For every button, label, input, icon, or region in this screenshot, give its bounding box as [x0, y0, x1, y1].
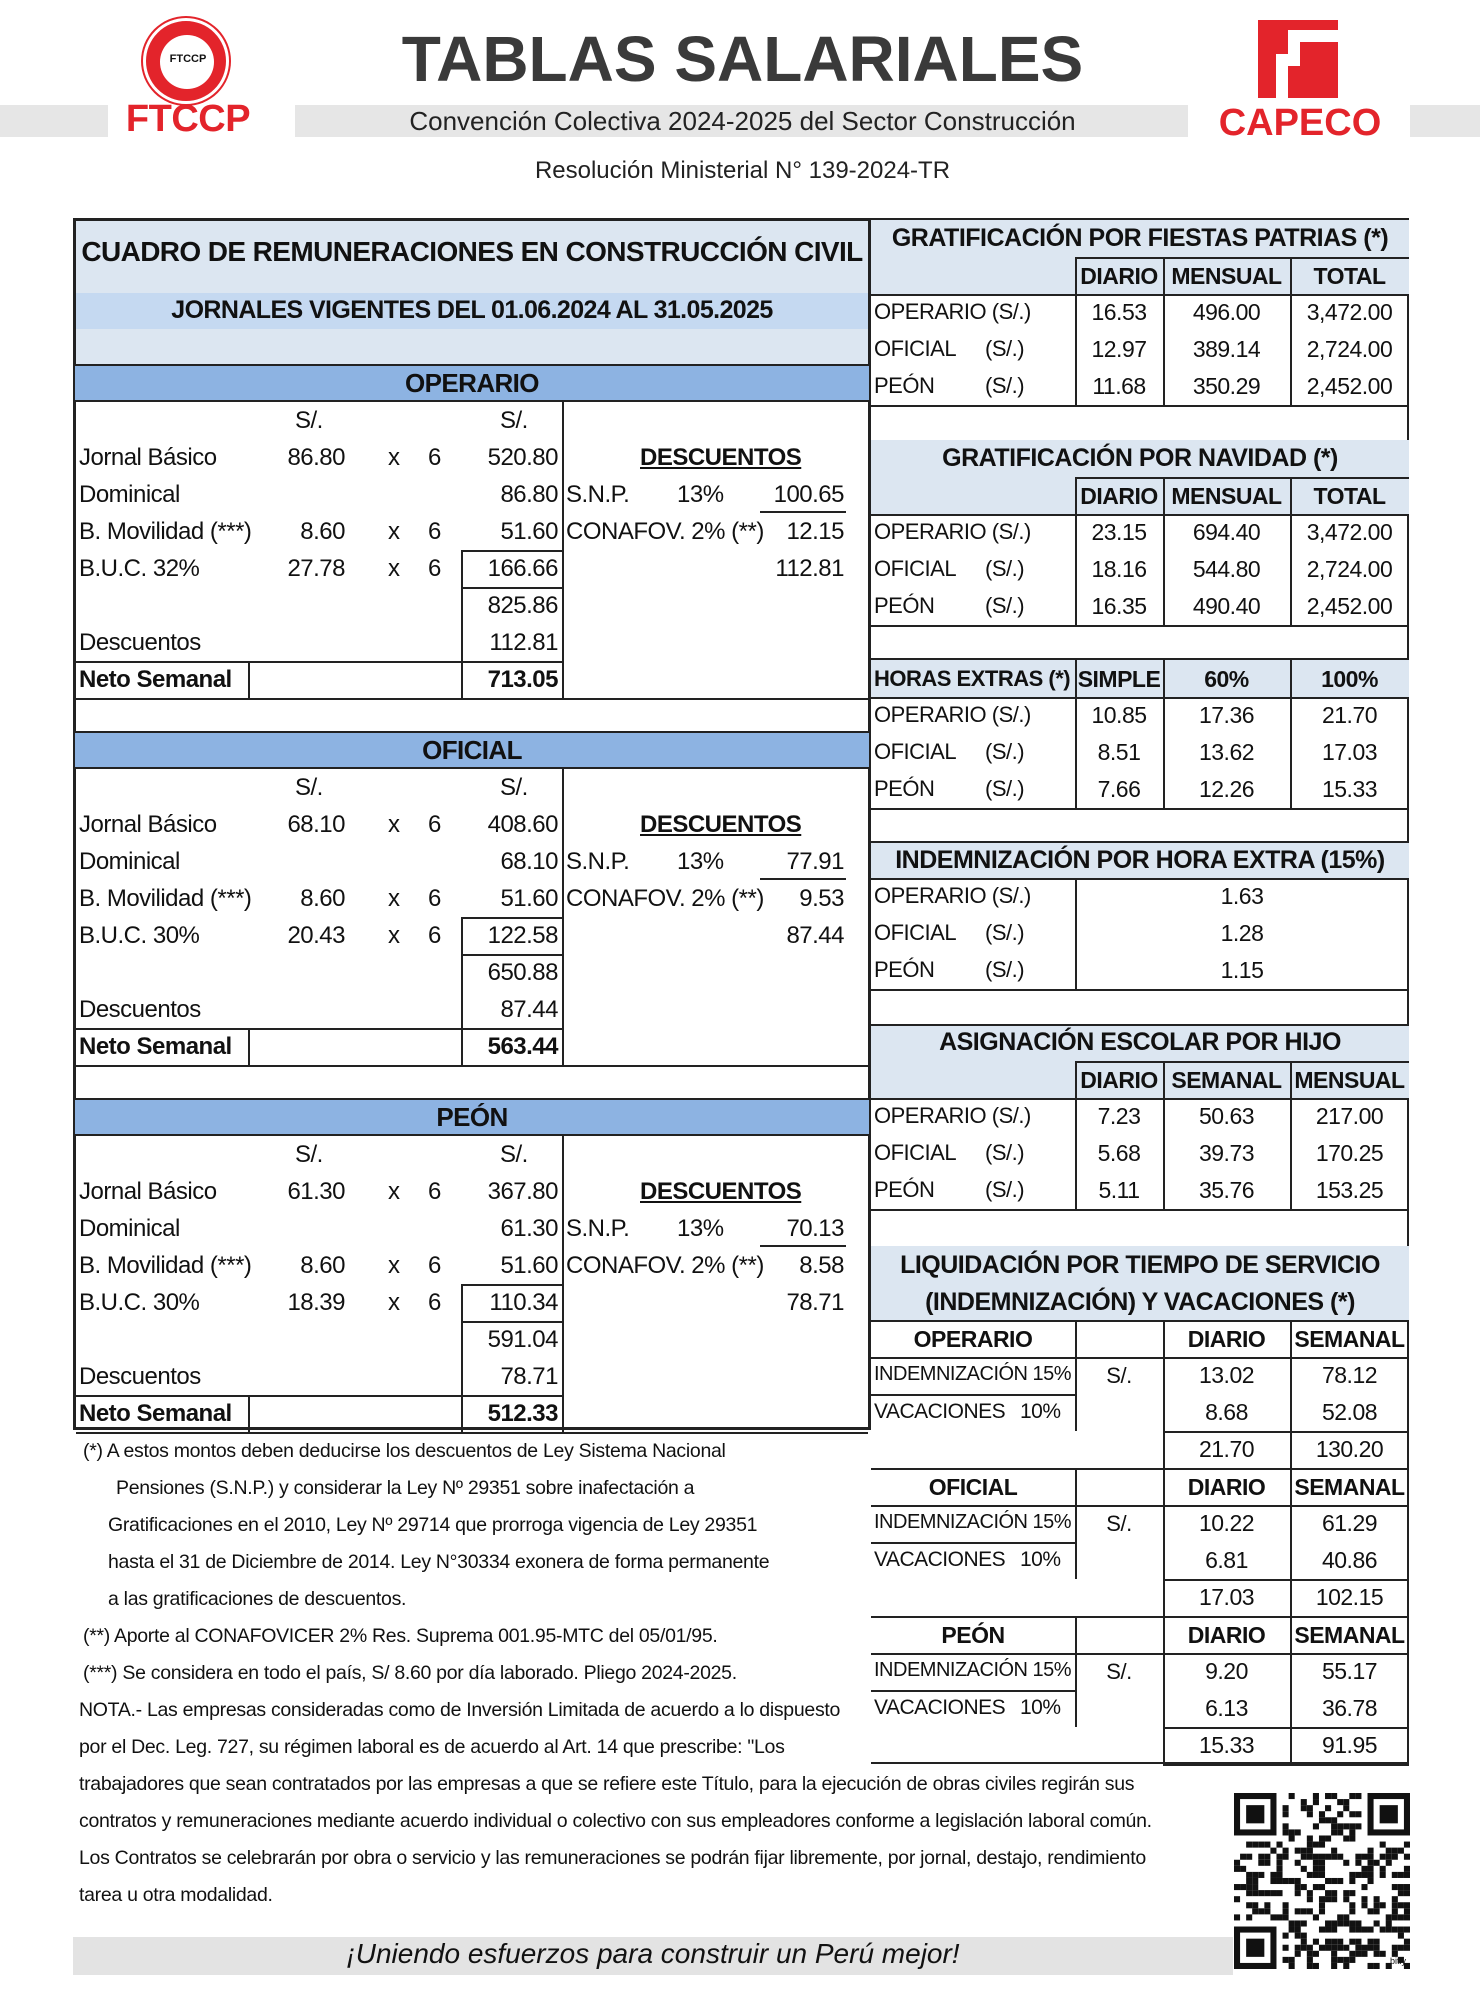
table-value: 15.33	[1321, 776, 1378, 802]
unit-label: (S/.)	[985, 1140, 1025, 1165]
neto-label: Neto Semanal	[79, 1033, 232, 1060]
conafov-value: 8.58	[799, 1252, 844, 1279]
table-value: 694.40	[1192, 519, 1261, 545]
descuentos-title: DESCUENTOS	[640, 1178, 802, 1205]
vac-label: VACACIONES	[874, 1548, 1006, 1571]
table-value: 10.85	[1091, 702, 1147, 728]
neto-value: 563.44	[487, 1033, 558, 1060]
table-value: 16.35	[1091, 593, 1147, 619]
total-value: 87.44	[500, 996, 558, 1023]
total-value: 51.60	[500, 1252, 558, 1279]
times-symbol: x	[388, 555, 400, 582]
daily-value: 68.10	[287, 811, 345, 838]
category-label: PEÓN	[874, 1177, 935, 1202]
column-header: DIARIO	[1187, 1474, 1266, 1500]
footer-slogan: ¡Uniendo esfuerzos para construir un Perú mejor!	[346, 1938, 960, 1969]
times-symbol: x	[388, 444, 400, 471]
currency-header: S/.	[295, 1141, 323, 1168]
table-value: 6.13	[1205, 1695, 1248, 1721]
table-total: 130.20	[1315, 1436, 1384, 1462]
table-total: 102.15	[1315, 1584, 1384, 1610]
days-value: 6	[428, 444, 441, 471]
currency-header: S/.	[500, 1141, 528, 1168]
category-label: PEÓN	[874, 373, 935, 398]
column-header: DIARIO	[1080, 263, 1158, 289]
column-header: TOTAL	[1313, 263, 1386, 289]
conafov-value: 9.53	[799, 885, 844, 912]
descuentos-label: Descuentos	[79, 629, 201, 656]
descuentos-title: DESCUENTOS	[640, 444, 802, 471]
days-value: 6	[428, 1178, 441, 1205]
table-value: 40.86	[1321, 1547, 1378, 1573]
column-header: MENSUAL	[1171, 263, 1282, 289]
table-value: 36.78	[1321, 1695, 1378, 1721]
daily-value: 61.30	[287, 1178, 345, 1205]
category-label: OFICIAL	[874, 1140, 957, 1165]
days-value: 6	[428, 555, 441, 582]
table-value: 1.28	[1220, 920, 1264, 946]
note-line: trabajadores que sean contratados por las empresas a que se refiere este Título, para la ejecución de obras civiles regirán sus	[79, 1773, 1135, 1795]
days-value: 6	[428, 518, 441, 545]
period-title: JORNALES VIGENTES DEL 01.06.2024 AL 31.05.2025	[171, 296, 773, 324]
neto-label: Neto Semanal	[79, 1400, 232, 1427]
category-label: OPERARIO (S/.)	[874, 519, 1031, 544]
column-header: SIMPLE	[1077, 666, 1161, 692]
times-symbol: x	[388, 811, 400, 838]
note-line: por el Dec. Leg. 727, su régimen laboral es de acuerdo al Art. 14 que prescribe: "Los	[79, 1736, 785, 1758]
table-title: INDEMNIZACIÓN POR HORA EXTRA (15%)	[895, 846, 1385, 874]
column-header: 100%	[1321, 666, 1378, 692]
table-title: GRATIFICACIÓN POR NAVIDAD (*)	[942, 444, 1338, 472]
column-header: MENSUAL	[1171, 483, 1282, 509]
jornal-label: Jornal Básico	[79, 1178, 217, 1205]
group-title: PEÓN	[941, 1622, 1005, 1648]
table-value: 8.68	[1205, 1399, 1248, 1425]
column-header: DIARIO	[1187, 1326, 1266, 1352]
indem-label: INDEMNIZACIÓN 15%	[874, 1363, 1072, 1385]
category-label: PEÓN	[874, 593, 935, 618]
movilidad-label: B. Movilidad (***)	[79, 885, 252, 912]
total-value: 367.80	[487, 1178, 558, 1205]
category-label: OFICIAL	[874, 556, 957, 581]
table-value: 544.80	[1192, 556, 1261, 582]
vac-label: VACACIONES	[874, 1400, 1006, 1423]
total-value: 112.81	[489, 629, 558, 656]
left-panel-title: CUADRO DE REMUNERACIONES EN CONSTRUCCIÓN CIVIL	[81, 236, 863, 267]
table-title: GRATIFICACIÓN POR FIESTAS PATRIAS (*)	[891, 224, 1389, 252]
currency-label: S/.	[1106, 1363, 1132, 1388]
daily-value: 8.60	[300, 518, 345, 545]
times-symbol: x	[388, 1178, 400, 1205]
note-line: Los Contratos se celebrarán por obra o servicio y las remuneraciones se podrán fijar libremente, por jornal, destajo, rendimiento	[79, 1847, 1146, 1869]
currency-header: S/.	[500, 774, 528, 801]
category-label: OPERARIO (S/.)	[874, 299, 1031, 324]
dominical-label: Dominical	[79, 1215, 180, 1242]
times-symbol: x	[388, 885, 400, 912]
daily-value: 8.60	[300, 1252, 345, 1279]
table-value: 153.25	[1315, 1177, 1384, 1203]
table-value: 7.66	[1097, 776, 1141, 802]
currency-header: S/.	[295, 407, 323, 434]
resolution-text: Resolución Ministerial N° 139-2024-TR	[534, 157, 951, 184]
ftccp-seal-text: FTCCP	[169, 53, 207, 65]
days-value: 6	[428, 922, 441, 949]
category-label: OFICIAL	[874, 336, 957, 361]
table-title: ASIGNACIÓN ESCOLAR POR HIJO	[939, 1028, 1341, 1056]
column-header: SEMANAL	[1294, 1326, 1405, 1352]
currency-label: S/.	[1106, 1659, 1132, 1684]
section-title: OPERARIO	[405, 368, 539, 398]
snp-label: S.N.P.	[566, 481, 630, 508]
buc-label: B.U.C. 30%	[79, 922, 200, 949]
times-symbol: x	[388, 922, 400, 949]
total-value: 166.66	[487, 555, 558, 582]
snp-pct: 13%	[677, 481, 724, 508]
neto-label: Neto Semanal	[79, 666, 232, 693]
times-symbol: x	[388, 1289, 400, 1316]
vac-pct: 10%	[1020, 1400, 1061, 1423]
table-title: LIQUIDACIÓN POR TIEMPO DE SERVICIO	[900, 1251, 1380, 1279]
column-header: TOTAL	[1313, 483, 1386, 509]
neto-value: 512.33	[487, 1400, 558, 1427]
category-label: PEÓN	[874, 957, 935, 982]
table-value: 39.73	[1198, 1140, 1255, 1166]
buc-label: B.U.C. 32%	[79, 555, 200, 582]
buc-label: B.U.C. 30%	[79, 1289, 200, 1316]
total-value: 650.88	[487, 959, 558, 986]
vac-pct: 10%	[1020, 1696, 1061, 1719]
table-value: 6.81	[1205, 1547, 1248, 1573]
table-value: 3,472.00	[1306, 519, 1393, 545]
column-header: SEMANAL	[1294, 1474, 1405, 1500]
movilidad-label: B. Movilidad (***)	[79, 1252, 252, 1279]
table-value: 78.12	[1321, 1362, 1378, 1388]
daily-value: 86.80	[287, 444, 345, 471]
table-value: 55.17	[1321, 1658, 1378, 1684]
unit-label: (S/.)	[985, 336, 1025, 361]
column-header: DIARIO	[1080, 1067, 1158, 1093]
table-value: 5.68	[1097, 1140, 1141, 1166]
neto-value: 713.05	[487, 666, 558, 693]
column-header: 60%	[1204, 666, 1249, 692]
currency-header: S/.	[295, 774, 323, 801]
table-value: 10.22	[1198, 1510, 1255, 1536]
total-value: 86.80	[500, 481, 558, 508]
movilidad-label: B. Movilidad (***)	[79, 518, 252, 545]
total-value: 520.80	[487, 444, 558, 471]
indem-label: INDEMNIZACIÓN 15%	[874, 1659, 1072, 1681]
total-value: 78.71	[500, 1363, 558, 1390]
table-value: 23.15	[1091, 519, 1147, 545]
table-value: 350.29	[1192, 373, 1261, 399]
table-value: 170.25	[1315, 1140, 1384, 1166]
category-label: OPERARIO (S/.)	[874, 1103, 1031, 1128]
table-value: 35.76	[1198, 1177, 1255, 1203]
dominical-label: Dominical	[79, 848, 180, 875]
total-value: 122.58	[487, 922, 558, 949]
daily-value: 8.60	[300, 885, 345, 912]
table-value: 2,724.00	[1306, 556, 1393, 582]
table-value: 2,452.00	[1306, 373, 1393, 399]
category-label: OFICIAL	[874, 739, 957, 764]
category-label: OFICIAL	[874, 920, 957, 945]
daily-value: 27.78	[287, 555, 345, 582]
note-line: (***) Se considera en todo el país, S/ 8.60 por día laborado. Pliego 2024-2025.	[83, 1662, 737, 1684]
ftccp-logo-text: FTCCP	[125, 98, 251, 140]
total-value: 51.60	[500, 518, 558, 545]
table-total: 17.03	[1198, 1584, 1255, 1610]
table-total: 21.70	[1198, 1436, 1255, 1462]
table-value: 50.63	[1198, 1103, 1255, 1129]
snp-pct: 13%	[677, 848, 724, 875]
table-value: 3,472.00	[1306, 299, 1393, 325]
total-value: 408.60	[487, 811, 558, 838]
qr-caption: bitly	[1390, 1956, 1407, 1966]
snp-value: 70.13	[786, 1215, 844, 1242]
currency-header: S/.	[500, 407, 528, 434]
table-value: 7.23	[1097, 1103, 1141, 1129]
qr-code[interactable]	[1234, 1793, 1410, 1969]
page-title: TABLAS SALARIALES	[401, 23, 1084, 95]
table-value: 12.26	[1198, 776, 1255, 802]
column-header: DIARIO	[1080, 483, 1158, 509]
days-value: 6	[428, 1252, 441, 1279]
conafov-label: CONAFOV. 2% (**)	[566, 1252, 764, 1279]
currency-label: S/.	[1106, 1511, 1132, 1536]
total-value: 110.34	[489, 1289, 558, 1316]
unit-label: (S/.)	[985, 920, 1025, 945]
descuentos-title: DESCUENTOS	[640, 811, 802, 838]
unit-label: (S/.)	[985, 593, 1025, 618]
note-line: contratos y remuneraciones mediante acuerdo individual o colectivo con sus empleadores conforme a legislación laboral común.	[79, 1810, 1152, 1832]
table-value: 2,724.00	[1306, 336, 1393, 362]
dominical-label: Dominical	[79, 481, 180, 508]
table-value: 21.70	[1321, 702, 1378, 728]
indem-label: INDEMNIZACIÓN 15%	[874, 1511, 1072, 1533]
table-value: 61.29	[1321, 1510, 1378, 1536]
times-symbol: x	[388, 518, 400, 545]
table-value: 17.03	[1321, 739, 1378, 765]
capeco-logo-mark	[1258, 20, 1338, 98]
unit-label: (S/.)	[985, 1177, 1025, 1202]
table-value: 16.53	[1091, 299, 1147, 325]
snp-pct: 13%	[677, 1215, 724, 1242]
column-header: DIARIO	[1187, 1622, 1266, 1648]
total-value: 591.04	[487, 1326, 558, 1353]
note-line: Gratificaciones en el 2010, Ley Nº 29714 que prorroga vigencia de Ley 29351	[108, 1514, 758, 1536]
table-value: 13.02	[1198, 1362, 1255, 1388]
table-value: 8.51	[1097, 739, 1141, 765]
table-value: 11.68	[1092, 373, 1146, 399]
capeco-logo-text: CAPECO	[1218, 102, 1382, 144]
section-title: PEÓN	[436, 1102, 508, 1132]
table-value: 1.63	[1220, 883, 1264, 909]
note-line: a las gratificaciones de descuentos.	[108, 1588, 407, 1610]
daily-value: 20.43	[287, 922, 345, 949]
total-value: 825.86	[487, 592, 558, 619]
table-value: 12.97	[1091, 336, 1147, 362]
table-value: 18.16	[1091, 556, 1147, 582]
table-value: 490.40	[1192, 593, 1261, 619]
table-value: 9.20	[1205, 1658, 1248, 1684]
column-header: SEMANAL	[1171, 1067, 1282, 1093]
column-header: MENSUAL	[1294, 1067, 1405, 1093]
unit-label: (S/.)	[985, 373, 1025, 398]
table-total: 91.95	[1321, 1732, 1378, 1758]
total-value: 68.10	[500, 848, 558, 875]
days-value: 6	[428, 1289, 441, 1316]
table-total: 15.33	[1198, 1732, 1255, 1758]
table-title: (INDEMNIZACIÓN) Y VACACIONES (*)	[925, 1288, 1355, 1316]
descuentos-total: 87.44	[786, 922, 844, 949]
page-subtitle: Convención Colectiva 2024-2025 del Sector Construcción	[409, 106, 1076, 136]
jornal-label: Jornal Básico	[79, 444, 217, 471]
category-label: OPERARIO (S/.)	[874, 702, 1031, 727]
note-line: Pensiones (S.N.P.) y considerar la Ley Nº 29351 sobre inafectación a	[116, 1477, 695, 1499]
unit-label: (S/.)	[985, 556, 1025, 581]
conafov-value: 12.15	[786, 518, 844, 545]
qr-code-image	[1234, 1793, 1410, 1969]
section-title: OFICIAL	[422, 735, 522, 765]
snp-label: S.N.P.	[566, 848, 630, 875]
snp-value: 100.65	[773, 481, 844, 508]
table-value: 52.08	[1321, 1399, 1378, 1425]
table-value: 217.00	[1315, 1103, 1384, 1129]
conafov-label: CONAFOV. 2% (**)	[566, 518, 764, 545]
category-label: PEÓN	[874, 776, 935, 801]
total-value: 51.60	[500, 885, 558, 912]
table-value: 496.00	[1192, 299, 1261, 325]
unit-label: (S/.)	[985, 776, 1025, 801]
table-value: 1.15	[1220, 957, 1264, 983]
unit-label: (S/.)	[985, 739, 1025, 764]
table-title: HORAS EXTRAS (*)	[874, 666, 1071, 691]
ftccp-seal	[143, 18, 229, 104]
note-line: hasta el 31 de Diciembre de 2014. Ley N°30334 exonera de forma permanente	[108, 1551, 770, 1573]
table-value: 2,452.00	[1306, 593, 1393, 619]
daily-value: 18.39	[287, 1289, 345, 1316]
times-symbol: x	[388, 1252, 400, 1279]
note-line: tarea u otra modalidad.	[79, 1884, 273, 1906]
group-title: OFICIAL	[928, 1474, 1018, 1500]
total-value: 61.30	[500, 1215, 558, 1242]
descuentos-total: 112.81	[775, 555, 844, 582]
jornal-label: Jornal Básico	[79, 811, 217, 838]
snp-value: 77.91	[786, 848, 844, 875]
days-value: 6	[428, 811, 441, 838]
vac-label: VACACIONES	[874, 1696, 1006, 1719]
descuentos-label: Descuentos	[79, 996, 201, 1023]
group-title: OPERARIO	[913, 1326, 1033, 1352]
table-value: 13.62	[1198, 739, 1255, 765]
table-value: 389.14	[1192, 336, 1261, 362]
category-label: OPERARIO (S/.)	[874, 883, 1031, 908]
unit-label: (S/.)	[985, 957, 1025, 982]
days-value: 6	[428, 885, 441, 912]
note-line: NOTA.- Las empresas consideradas como de Inversión Limitada de acuerdo a lo dispuesto	[79, 1699, 841, 1721]
note-line: (*) A estos montos deben deducirse los descuentos de Ley Sistema Nacional	[83, 1440, 726, 1462]
table-value: 5.11	[1098, 1177, 1140, 1203]
table-value: 17.36	[1198, 702, 1255, 728]
column-header: SEMANAL	[1294, 1622, 1405, 1648]
descuentos-label: Descuentos	[79, 1363, 201, 1390]
snp-label: S.N.P.	[566, 1215, 630, 1242]
note-line: (**) Aporte al CONAFOVICER 2% Res. Suprema 001.95-MTC del 05/01/95.	[83, 1625, 718, 1647]
conafov-label: CONAFOV. 2% (**)	[566, 885, 764, 912]
descuentos-total: 78.71	[786, 1289, 844, 1316]
vac-pct: 10%	[1020, 1548, 1061, 1571]
